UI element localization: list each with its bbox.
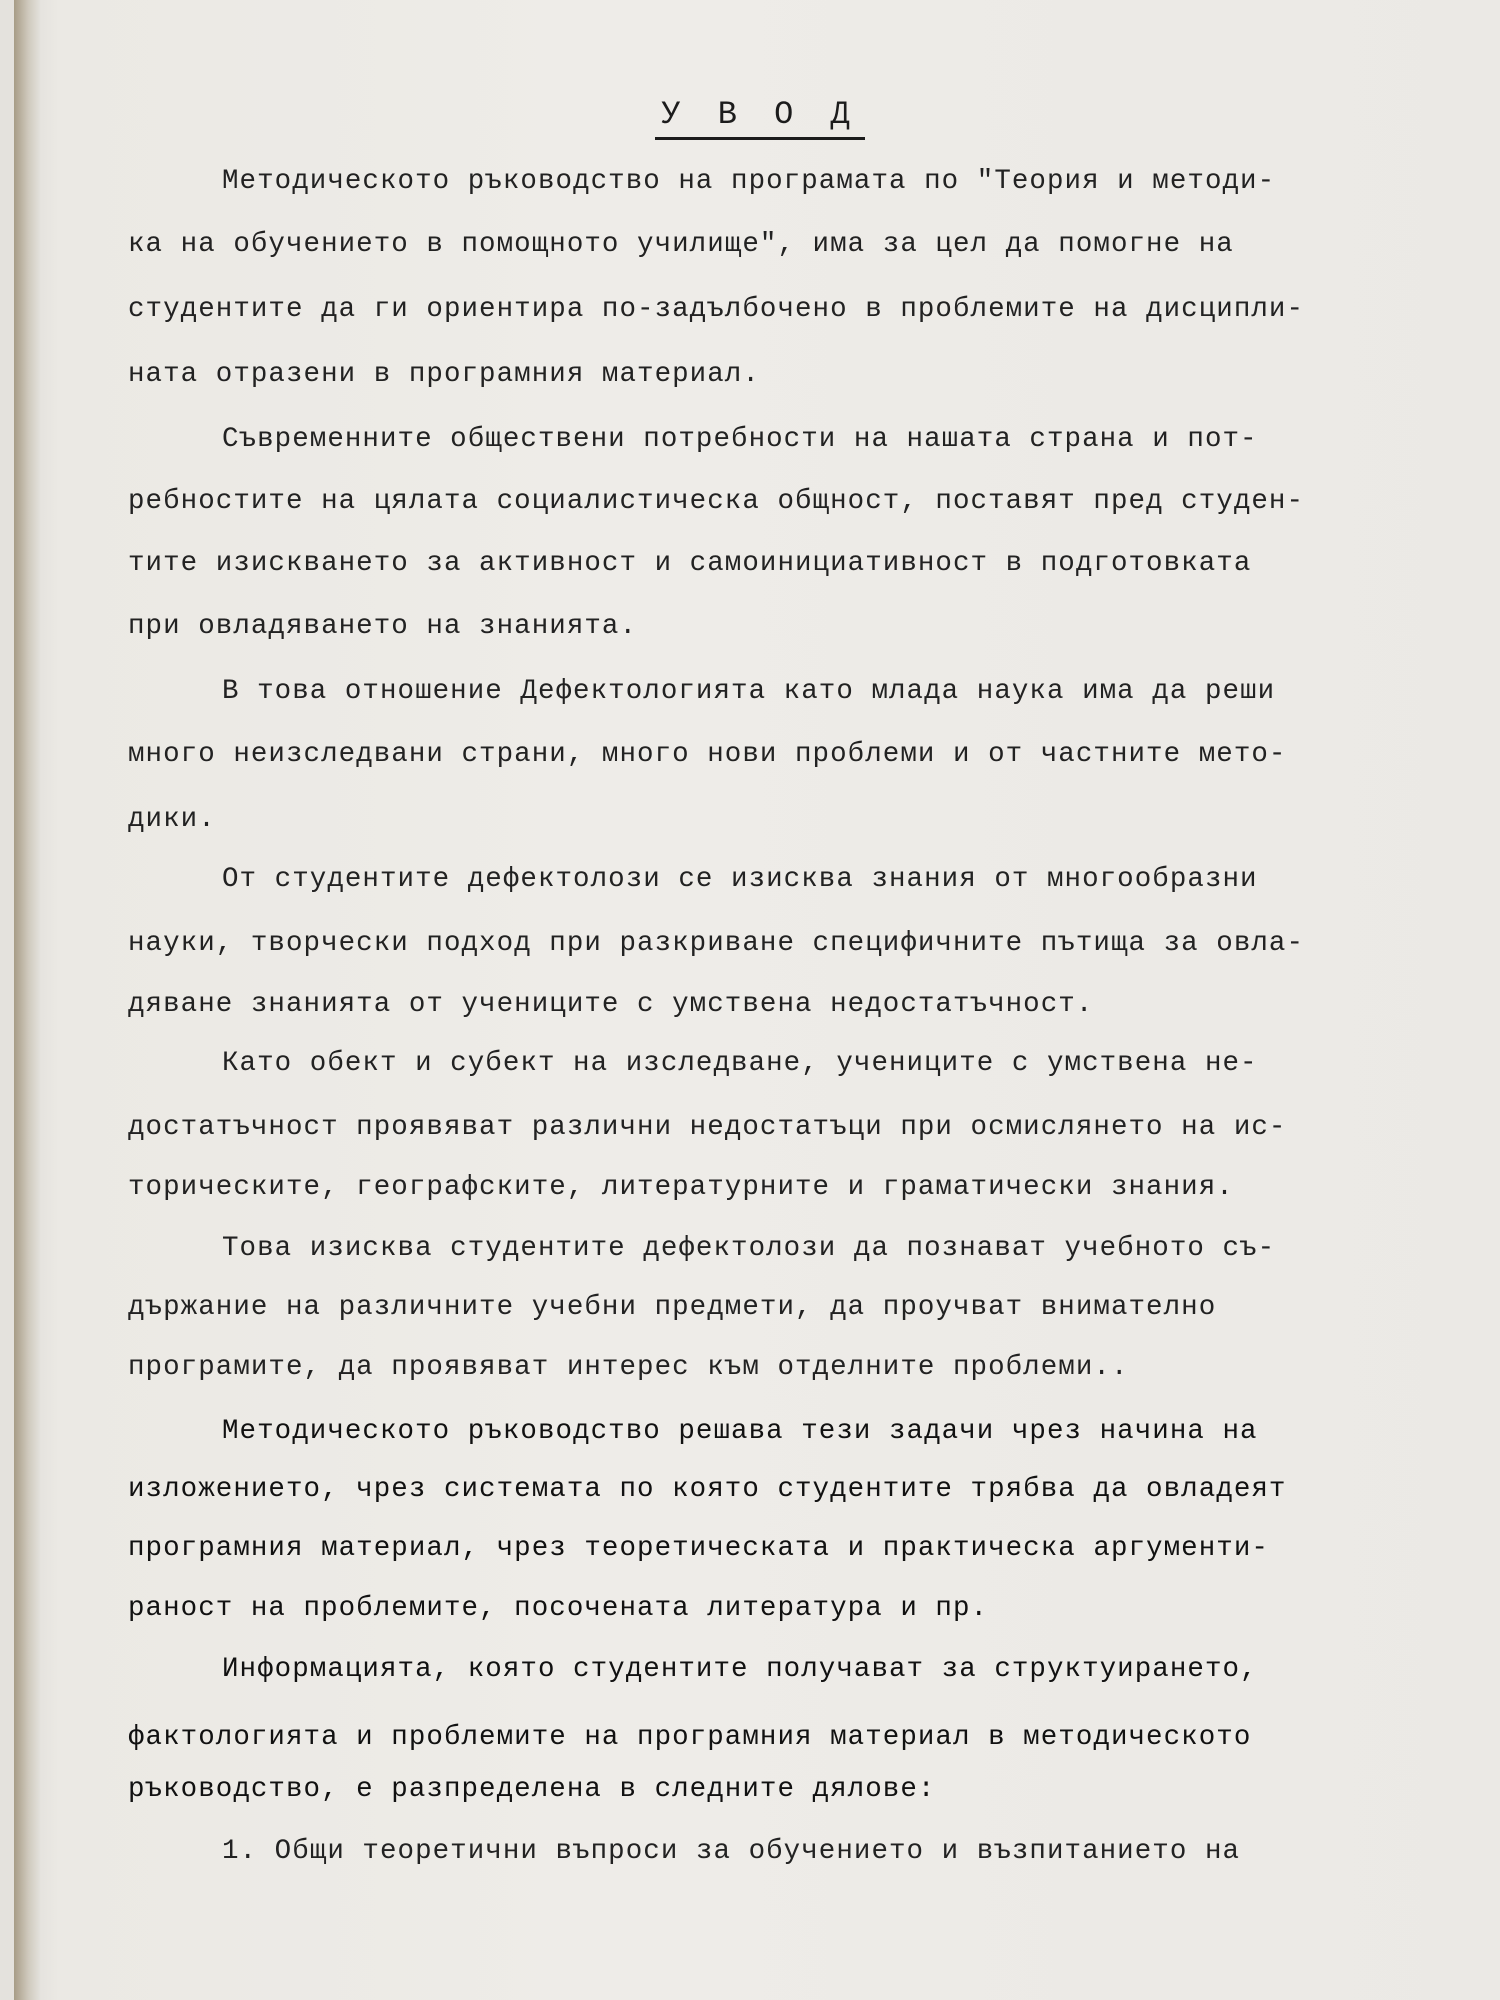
text-line: дяване знанията от учениците с умствена недостатъчност.	[128, 989, 1094, 1020]
text-line: ръководство, е разпределена в следните дялове:	[128, 1774, 936, 1805]
title-text: У В О Д	[655, 96, 864, 140]
text-line: раност на проблемите, посочената литература и пр.	[128, 1593, 989, 1624]
text-line: програмния материал, чрез теоретическата и практическа аргументи-	[128, 1533, 1269, 1564]
text-line: фактологията и проблемите на програмния материал в методическото	[128, 1722, 1252, 1753]
text-line: торическите, географските, литературните и граматически знания.	[128, 1172, 1234, 1203]
text-line: ната отразени в програмния материал.	[128, 359, 760, 390]
text-line: държание на различните учебни предмети, да проучват внимателно	[128, 1292, 1217, 1323]
text-line: В това отношение Дефектологията като млада наука има да реши	[222, 676, 1276, 707]
text-line: достатъчност проявяват различни недостатъци при осмислянето на ис-	[128, 1112, 1287, 1143]
text-line: Като обект и субект на изследване, учениците с умствена не-	[222, 1048, 1258, 1079]
text-line: ка на обучението в помощното училище", има за цел да помогне на	[128, 229, 1234, 260]
text-line: Методическото ръководство решава тези задачи чрез начина на	[222, 1416, 1258, 1447]
text-line: тите изискването за активност и самоинициативност в подготовката	[128, 548, 1252, 579]
text-line: изложението, чрез системата по която студентите трябва да овладеят	[128, 1474, 1287, 1505]
text-line: Методическото ръководство на програмата по "Теория и методи-	[222, 166, 1276, 197]
text-line: Съвременните обществени потребности на нашата страна и пот-	[222, 424, 1258, 455]
text-line: много неизследвани страни, много нови проблеми и от частните мето-	[128, 739, 1287, 770]
text-line: при овладяването на знанията.	[128, 611, 638, 642]
text-line: студентите да ги ориентира по-задълбочено в проблемите на дисципли-	[128, 294, 1305, 325]
text-line: 1. Общи теоретични въпроси за обучението и възпитанието на	[222, 1836, 1241, 1867]
text-line: науки, творчески подход при разкриване специфичните пътища за овла-	[128, 928, 1305, 959]
text-line: ребностите на цялата социалистическа общност, поставят пред студен-	[128, 486, 1305, 517]
text-line: програмите, да проявяват интерес към отделните проблеми..	[128, 1352, 1129, 1383]
text-line: От студентите дефектолози се изисква знания от многообразни	[222, 864, 1258, 895]
text-line: Информацията, която студентите получават за структуирането,	[222, 1654, 1258, 1685]
text-line: Това изисква студентите дефектолози да познават учебното съ-	[222, 1233, 1276, 1264]
text-line: дики.	[128, 804, 216, 835]
